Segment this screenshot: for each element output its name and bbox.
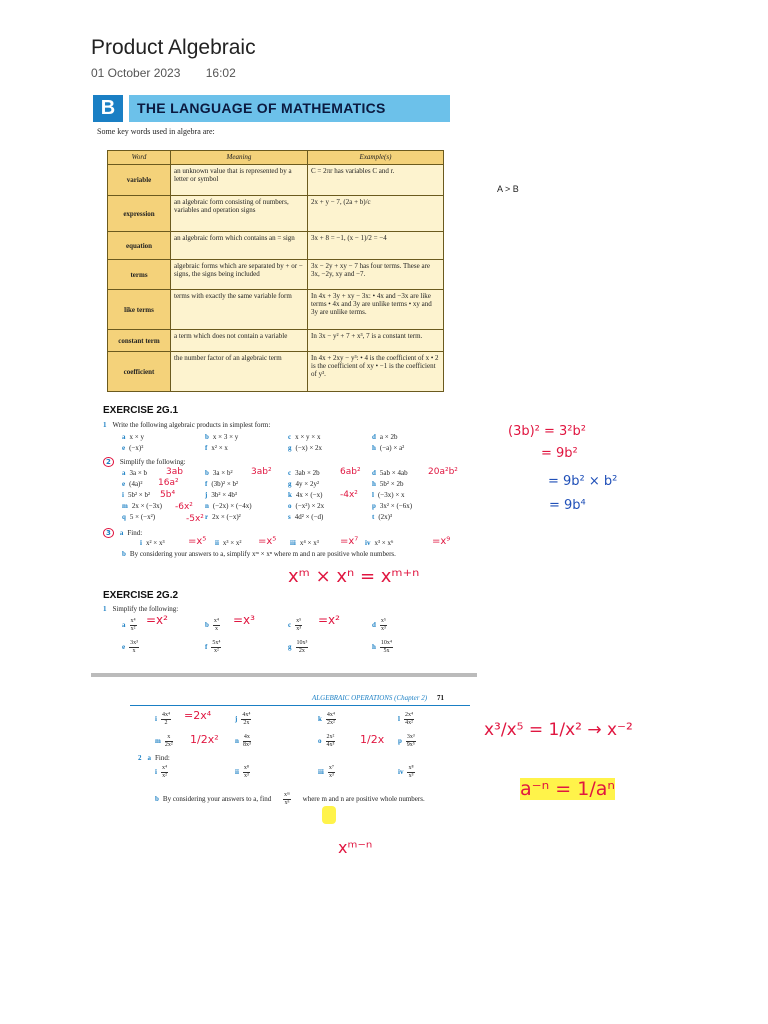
ex1-q2-item: c 3ab × 2b — [288, 469, 320, 477]
hw-q2b: 3ab² — [251, 467, 272, 477]
hw-p2o: 1/2x — [360, 733, 385, 746]
hw-right-note-4: = 9b⁴ — [549, 498, 586, 513]
page2-q2a-item: iv $\frac{\text{x⁸}}{\text{x³}}$ — [398, 765, 414, 779]
hw-q2m: -6x² — [175, 502, 193, 512]
table-cell-word: equation — [108, 232, 171, 260]
ex1-q1: 1 Write the following algebraic products in simplest form: — [103, 421, 271, 429]
table-row — [108, 330, 444, 352]
table-cell-word: coefficient — [108, 352, 171, 392]
section-heading: THE LANGUAGE OF MATHEMATICS — [129, 95, 450, 122]
hw-neg-exponent-rule — [520, 778, 615, 800]
ex2-item: d $\frac{\text{x⁵}}{\text{x³}}$ — [372, 618, 386, 632]
page2-q2b-fraction — [283, 792, 291, 807]
ex1-q2-item: b 3a × b² — [205, 469, 233, 477]
ex1-q1-text: Write the following algebraic products in simplest form: — [112, 421, 271, 429]
page2-item: l $\frac{\text{2x⁴}}{\text{4x²}}$ — [398, 712, 414, 726]
page2-header — [312, 694, 444, 702]
table-row — [108, 290, 444, 330]
table-cell-word: variable — [108, 165, 171, 196]
hw-rule-multiply: xᵐ × xⁿ = xᵐ⁺ⁿ — [288, 566, 420, 587]
hw-q3ii: =x⁵ — [258, 536, 277, 547]
ex1-q3a-text: Find: — [127, 529, 143, 537]
ex2-q1: 1 Simplify the following: — [103, 605, 179, 613]
table-header-meaning: Meaning — [171, 151, 308, 165]
ex1-q3a-item: iv x³ × x⁶ — [365, 539, 394, 547]
table-cell-example: 2x + y − 7, (2a + b)/c — [308, 196, 444, 232]
hw-q2i: 5b⁴ — [160, 490, 176, 500]
ex1-q2-item: o (−x²) × 2x — [288, 502, 325, 510]
ex2-item: g $\frac{\text{10x³}}{2x}$ — [288, 640, 308, 654]
page2-q2a-item: i $\frac{\text{x⁴}}{\text{x²}}$ — [155, 765, 168, 779]
page2-item: i $\frac{\text{4x⁴}}{2}$ — [155, 712, 171, 726]
table-cell-example: C = 2πr has variables C and r. — [308, 165, 444, 196]
ex2-item: a $\frac{\text{x⁴}}{\text{x²}}$ — [122, 618, 136, 632]
page2-item: j $\frac{\text{4x⁴}}{2x}$ — [235, 712, 251, 726]
table-cell-word: terms — [108, 260, 171, 290]
table-cell-meaning: an algebraic form which contains an = sign — [171, 232, 308, 260]
ex2-item: c $\frac{\text{x⁵}}{\text{x³}}$ — [288, 618, 302, 632]
ex1-q3b: b By considering your answers to a, simplify xᵐ × xⁿ where m and n are positive whole numbers. — [122, 550, 396, 558]
ex1-q2-item: s 4d² × (−d) — [288, 513, 324, 521]
ex1-q2-item: f (3b)² × b² — [205, 480, 239, 488]
hw-q2a: 3ab — [166, 467, 183, 477]
key-words-table — [107, 150, 444, 392]
ex2-item: f $\frac{\text{5x⁴}}{\text{x²}}$ — [205, 640, 221, 654]
table-cell-word: constant term — [108, 330, 171, 352]
hw-q2d: 20a²b² — [428, 467, 458, 477]
section-header — [93, 95, 450, 122]
hw-q2c: 6ab² — [340, 467, 361, 477]
fraction-numerator: xᵐ — [283, 792, 290, 798]
hw-neg-exponent: x³/x⁵ = 1/x² → x⁻² — [484, 720, 633, 740]
page2-header-rule — [130, 705, 470, 706]
exercise-1-title: EXERCISE 2G.1 — [103, 405, 179, 416]
page-time: 16:02 — [205, 66, 236, 80]
ex1-q2-item: d 5ab × 4ab — [372, 469, 408, 477]
table-row — [108, 232, 444, 260]
section-letter: B — [93, 95, 123, 122]
table-row — [108, 352, 444, 392]
ex1-q1-item: e (−x)² — [122, 444, 144, 452]
hw-q3iv: =x⁹ — [432, 536, 451, 547]
hw-ex2b: =x³ — [233, 613, 255, 627]
ex1-q2-item: h 5b² × 2b — [372, 480, 404, 488]
ex1-q1-item: c x × y × x — [288, 433, 321, 441]
ex2-q1-text: Simplify the following: — [112, 605, 179, 613]
page2-q2a: 2 a Find: — [138, 754, 170, 762]
ex1-q3a-item: iii x⁴ × x³ — [290, 539, 319, 547]
table-header-example: Example(s) — [308, 151, 444, 165]
hw-p2i: =2x⁴ — [184, 709, 212, 722]
ex1-q3a-item: i x² × x³ — [140, 539, 165, 547]
table-header-word: Word — [108, 151, 171, 165]
page2-q2a-text: Find: — [155, 754, 170, 762]
table-cell-example: 3x − 2y + xy − 7 has four terms. These are 3x, −2y, xy and −7. — [308, 260, 444, 290]
exercise-2-title: EXERCISE 2G.2 — [103, 590, 179, 601]
page-divider — [91, 673, 477, 677]
ex1-q2-item: l (−3x) × x — [372, 491, 405, 499]
page2-item: o $\frac{\text{2x²}}{\text{4x³}}$ — [318, 734, 335, 748]
hw-q2e: 16a² — [158, 478, 179, 488]
hw-ex2a: =x² — [146, 613, 168, 627]
fraction-denominator: xⁿ — [284, 800, 290, 806]
table-cell-meaning: terms with exactly the same variable form — [171, 290, 308, 330]
ex1-q3a-item: ii x³ × x² — [215, 539, 242, 547]
page2-item: n $\frac{4x}{\text{8x³}}$ — [235, 734, 251, 748]
ex1-q2-item: n (−2x) × (−4x) — [205, 502, 252, 510]
table-cell-meaning: the number factor of an algebraic term — [171, 352, 308, 392]
ex1-q1-item: d a × 2b — [372, 433, 398, 441]
aside-note: A > B — [497, 184, 519, 194]
page-title: Product Algebraic — [91, 36, 256, 59]
ex1-q2-item: t (2x)³ — [372, 513, 393, 521]
hw-ex2c: =x² — [318, 613, 340, 627]
ex1-q1-item: g (−x) × 2x — [288, 444, 323, 452]
ex2-item: h $\frac{\text{10x⁴}}{5x}$ — [372, 640, 392, 654]
hw-q3i: =x⁵ — [188, 536, 207, 547]
hw-p2m: 1/2x² — [190, 733, 219, 746]
page2-item: k $\frac{\text{4x⁴}}{\text{2x²}}$ — [318, 712, 335, 726]
table-row — [108, 260, 444, 290]
ex1-q2-text: Simplify the following: — [119, 458, 186, 466]
page-datetime — [91, 66, 258, 80]
hw-q2k: -4x² — [340, 490, 358, 500]
page2-q2a-item: iii $\frac{\text{x⁷}}{\text{x³}}$ — [318, 765, 334, 779]
page2-q2b: b By considering your answers to a, find $\frac{\text{xᵐ}}{\text{xⁿ}}$ where m and n are positive whole numbers. — [155, 792, 425, 806]
table-cell-example: In 4x + 2xy − y³: • 4 is the coefficient of x • 2 is the coefficient of xy • −1 is the coefficient of y³. — [308, 352, 444, 392]
section-intro: Some key words used in algebra are: — [97, 127, 215, 136]
page2-q2a-item: ii $\frac{\text{x⁸}}{\text{x³}}$ — [235, 765, 249, 779]
table-row — [108, 196, 444, 232]
table-cell-example: In 3x − y² + 7 + x³, 7 is a constant term. — [308, 330, 444, 352]
hw-highlight-mark — [322, 806, 336, 824]
page-date: 01 October 2023 — [91, 66, 181, 80]
ex1-q2-item: g 4y × 2y² — [288, 480, 320, 488]
table-cell-meaning: algebraic forms which are separated by + or − signs, the signs being included — [171, 260, 308, 290]
table-cell-example: In 4x + 3y + xy − 3x: • 4x and −3x are like terms • 4x and 3y are unlike terms • xy and 3y are unlike terms. — [308, 290, 444, 330]
table-cell-meaning: an algebraic form consisting of numbers, variables and operation signs — [171, 196, 308, 232]
ex1-q2-item: a 3a × b — [122, 469, 148, 477]
ex1-q2-item: j 3b² × 4b³ — [205, 491, 237, 499]
ex1-q1-item: h (−a) × a² — [372, 444, 405, 452]
page2-item: m $\frac{x}{\text{2x²}}$ — [155, 734, 173, 748]
ex1-q2-item: i 5b² × b² — [122, 491, 151, 499]
ex1-q3a: 3 a Find: — [103, 529, 142, 537]
hw-right-note-2: = 9b² — [541, 446, 578, 461]
page2-item: p $\frac{\text{3x³}}{\text{9x⁵}}$ — [398, 734, 415, 748]
ex1-q1-item: f x² × x — [205, 444, 228, 452]
table-cell-word: expression — [108, 196, 171, 232]
table-row — [108, 165, 444, 196]
table-cell-word: like terms — [108, 290, 171, 330]
hw-right-note-1: (3b)² = 3²b² — [508, 424, 586, 439]
ex1-q1-item: b x × 3 × y — [205, 433, 239, 441]
page2-number: 71 — [437, 694, 445, 702]
ex1-q2-item: q 5 × (−x²) — [122, 513, 156, 521]
page2-q2b-tail: where m and n are positive whole numbers. — [302, 795, 425, 804]
table-cell-meaning: an unknown value that is represented by a letter or symbol — [171, 165, 308, 196]
hw-rule-divide: xᵐ⁻ⁿ — [338, 838, 373, 857]
hw-right-note-3: = 9b² × b² — [548, 474, 618, 489]
ex1-q2-item: k 4x × (−x) — [288, 491, 323, 499]
ex1-q2-item: r 2x × (−x)² — [205, 513, 241, 521]
ex1-q2-item: m 2x × (−3x) — [122, 502, 162, 510]
ex1-q2-item: e (4a)² — [122, 480, 143, 488]
hw-q2q: -5x² — [186, 514, 204, 524]
hw-q3iii: =x⁷ — [340, 536, 359, 547]
table-cell-meaning: a term which does not contain a variable — [171, 330, 308, 352]
ex2-item: e $\frac{\text{3x³}}{x}$ — [122, 640, 138, 654]
table-cell-example: 3x + 8 = −1, (x − 1)/2 = −4 — [308, 232, 444, 260]
hw-neg-exponent-rule-text: a⁻ⁿ = 1/aⁿ — [520, 778, 615, 800]
ex1-q2-item: p 3x² × (−6x) — [372, 502, 413, 510]
ex2-item: b $\frac{\text{x⁴}}{x}$ — [205, 618, 219, 632]
page2-q2b-text: By considering your answers to a, find — [162, 795, 272, 804]
ex1-q3b-text: By considering your answers to a, simplify xᵐ × xⁿ where m and n are positive whole numbers. — [129, 550, 396, 558]
ex1-q2: 2 Simplify the following: — [103, 458, 186, 466]
ex1-q1-item: a x × y — [122, 433, 144, 441]
page2-header-text: ALGEBRAIC OPERATIONS (Chapter 2) — [312, 694, 428, 702]
